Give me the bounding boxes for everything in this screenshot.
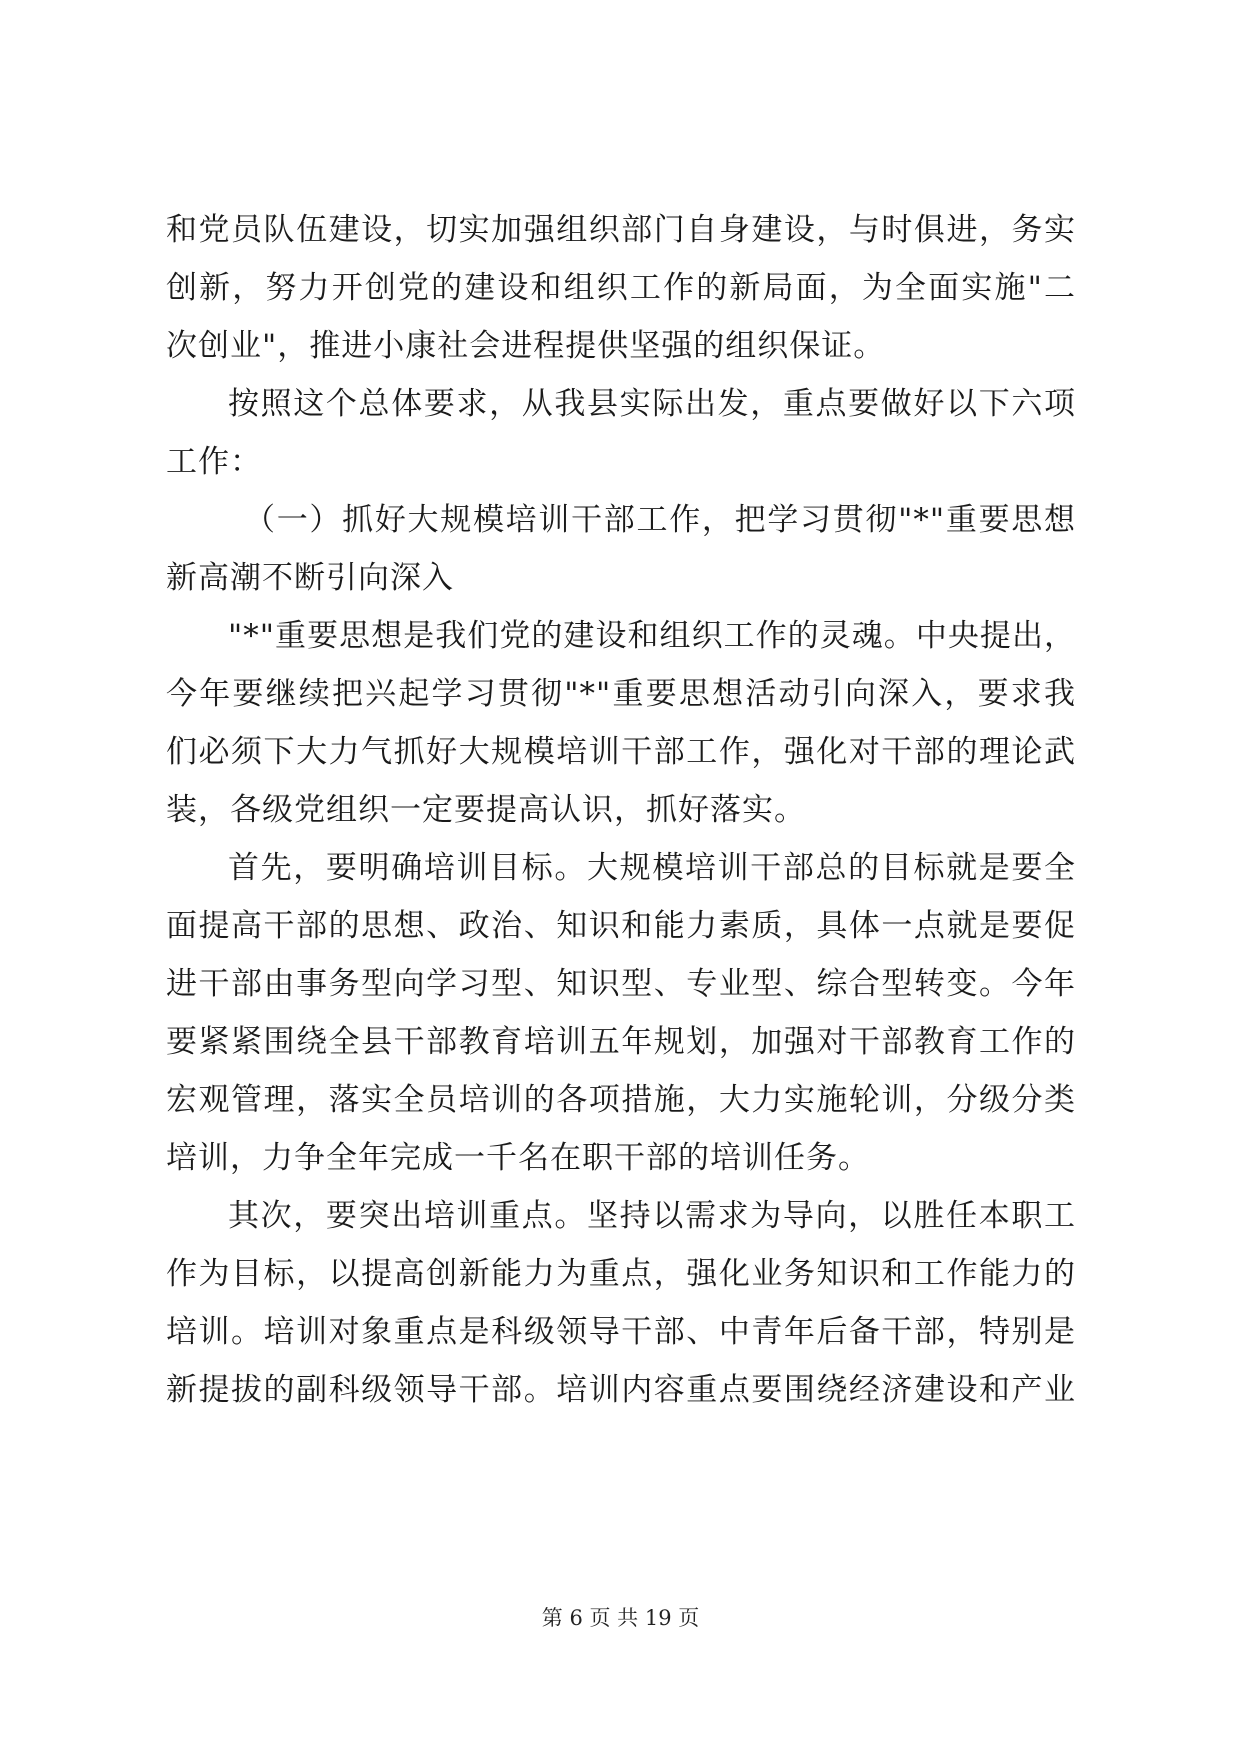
text-line: 和党员队伍建设，切实加强组织部门自身建设，与时俱进，务实: [166, 212, 1076, 248]
text-line: 培训。培训对象重点是科级领导干部、中青年后备干部，特别是: [166, 1314, 1076, 1350]
text-line: 首先，要明确培训目标。大规模培训干部总的目标就是要全: [228, 850, 1076, 886]
text-line: 要紧紧围绕全县干部教育培训五年规划，加强对干部教育工作的: [166, 1024, 1076, 1060]
text-line: 次创业"，推进小康社会进程提供坚强的组织保证。: [166, 328, 886, 364]
text-line: 作为目标，以提高创新能力为重点，强化业务知识和工作能力的: [166, 1256, 1076, 1292]
text-line: 工作：: [166, 444, 262, 480]
text-line: 其次，要突出培训重点。坚持以需求为导向，以胜任本职工: [228, 1198, 1076, 1234]
text-line: 装，各级党组织一定要提高认识，抓好落实。: [166, 792, 806, 828]
text-line: 培训，力争全年完成一千名在职干部的培训任务。: [166, 1140, 870, 1176]
section-heading-line: 新高潮不断引向深入: [166, 560, 454, 596]
text-line: 宏观管理，落实全员培训的各项措施，大力实施轮训，分级分类: [166, 1082, 1076, 1118]
text-line: 按照这个总体要求，从我县实际出发，重点要做好以下六项: [228, 386, 1076, 422]
text-line: 面提高干部的思想、政治、知识和能力素质，具体一点就是要促: [166, 908, 1076, 944]
text-line: 今年要继续把兴起学习贯彻"*"重要思想活动引向深入，要求我: [166, 676, 1076, 712]
text-line: 进干部由事务型向学习型、知识型、专业型、综合型转变。今年: [166, 966, 1076, 1002]
text-line: "*"重要思想是我们党的建设和组织工作的灵魂。中央提出，: [228, 618, 1076, 654]
document-body: [166, 201, 1076, 1419]
text-line: 创新，努力开创党的建设和组织工作的新局面，为全面实施"二: [166, 270, 1076, 306]
page-number-footer: 第 6 页 共 19 页: [541, 1606, 700, 1630]
text-line: 新提拔的副科级领导干部。培训内容重点要围绕经济建设和产业: [166, 1372, 1076, 1408]
text-line: 们必须下大力气抓好大规模培训干部工作，强化对干部的理论武: [166, 734, 1076, 770]
section-heading-line: （一）抓好大规模培训干部工作，把学习贯彻"*"重要思想: [244, 502, 1076, 538]
